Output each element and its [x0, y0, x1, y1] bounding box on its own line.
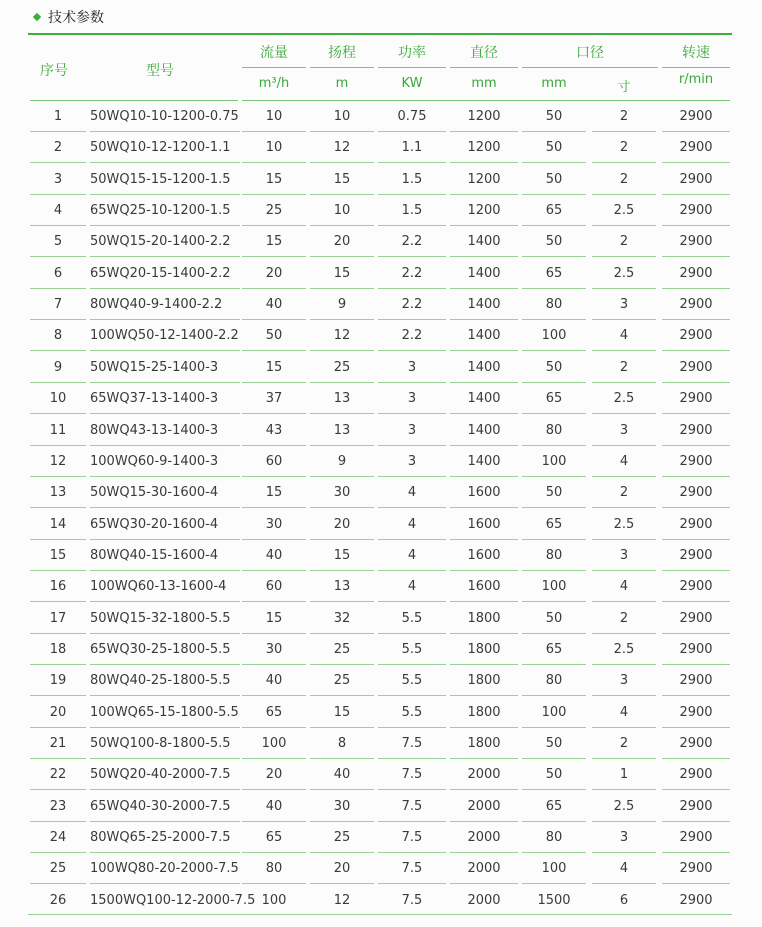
cell-speed: 2900 — [679, 453, 713, 469]
cell-speed: 2900 — [679, 140, 713, 156]
cell-diameter: 1400 — [467, 265, 501, 281]
cell-speed: 2900 — [679, 767, 713, 783]
cell-speed: 2900 — [679, 234, 713, 250]
table-row — [0, 195, 762, 226]
table-row — [0, 634, 762, 665]
cell-speed: 2900 — [679, 516, 713, 532]
cell-speed: 2900 — [679, 171, 713, 187]
cell-model: 50WQ10-10-1200-0.75 — [90, 109, 239, 124]
table-row — [0, 728, 762, 759]
unit-flow: m³/h — [258, 76, 290, 91]
cell-diameter: 1600 — [467, 547, 501, 563]
cell-speed: 2900 — [679, 203, 713, 219]
cell-index: 6 — [53, 265, 63, 281]
cell-index: 3 — [53, 171, 63, 187]
cell-outlet-inch: 4 — [619, 704, 629, 720]
cell-head: 20 — [333, 516, 351, 532]
cell-power: 2.2 — [401, 234, 423, 250]
cell-outlet-inch: 6 — [619, 892, 629, 908]
cell-outlet-mm: 100 — [541, 861, 567, 877]
cell-flow: 65 — [265, 830, 283, 846]
cell-speed: 2900 — [679, 297, 713, 313]
cell-model: 65WQ37-13-1400-3 — [90, 391, 219, 407]
cell-power: 1.1 — [401, 140, 423, 156]
cell-flow: 15 — [265, 171, 283, 187]
header-model: 型号 — [146, 63, 174, 79]
cell-power: 2.2 — [401, 297, 423, 313]
cell-head: 12 — [333, 328, 351, 344]
cell-model: 100WQ60-9-1400-3 — [90, 453, 219, 469]
cell-model: 65WQ25-10-1200-1.5 — [90, 203, 231, 219]
cell-head: 10 — [333, 203, 351, 219]
table-row — [0, 258, 762, 289]
table-row — [0, 571, 762, 602]
cell-index: 26 — [49, 892, 67, 908]
cell-model: 100WQ80-20-2000-7.5 — [90, 861, 239, 877]
cell-flow: 30 — [265, 516, 283, 532]
cell-model: 65WQ20-15-1400-2.2 — [90, 265, 231, 281]
cell-model: 80WQ40-9-1400-2.2 — [90, 297, 223, 313]
header-sub-rule-power — [378, 67, 446, 68]
cell-power: 1.5 — [401, 171, 423, 187]
table-row — [0, 289, 762, 320]
cell-outlet-inch: 3 — [619, 547, 629, 563]
cell-diameter: 1800 — [467, 641, 501, 657]
cell-speed: 2900 — [679, 830, 713, 846]
cell-outlet-inch: 2 — [619, 485, 629, 501]
cell-diameter: 1600 — [467, 485, 501, 501]
header-outlet: 口径 — [576, 45, 604, 61]
cell-index: 20 — [49, 704, 67, 720]
cell-diameter: 1600 — [467, 579, 501, 595]
section-title: 技术参数 — [48, 10, 104, 26]
cell-model: 65WQ40-30-2000-7.5 — [90, 798, 231, 814]
cell-head: 12 — [333, 892, 351, 908]
cell-flow: 80 — [265, 861, 283, 877]
cell-speed: 2900 — [679, 892, 713, 908]
cell-head: 32 — [333, 610, 351, 626]
cell-index: 14 — [49, 516, 67, 532]
cell-index: 15 — [49, 547, 67, 563]
cell-power: 5.5 — [401, 641, 423, 657]
cell-diameter: 2000 — [467, 892, 501, 908]
cell-diameter: 1400 — [467, 422, 501, 438]
cell-model: 50WQ15-30-1600-4 — [90, 485, 219, 501]
cell-outlet-inch: 4 — [619, 328, 629, 344]
cell-power: 2.2 — [401, 265, 423, 281]
cell-model: 80WQ40-15-1600-4 — [90, 547, 219, 563]
cell-flow: 40 — [265, 798, 283, 814]
cell-index: 19 — [49, 673, 67, 689]
cell-model: 50WQ15-25-1400-3 — [90, 359, 219, 375]
cell-flow: 40 — [265, 547, 283, 563]
cell-outlet-inch: 2.5 — [613, 391, 635, 407]
cell-diameter: 1600 — [467, 516, 501, 532]
cell-speed: 2900 — [679, 610, 713, 626]
cell-head: 10 — [333, 109, 351, 124]
cell-index: 21 — [49, 736, 67, 751]
cell-flow: 40 — [265, 673, 283, 689]
cell-outlet-mm: 65 — [545, 798, 563, 814]
cell-speed: 2900 — [679, 673, 713, 689]
table-row — [0, 759, 762, 790]
cell-speed: 2900 — [679, 736, 713, 751]
cell-speed: 2900 — [679, 391, 713, 407]
cell-diameter: 2000 — [467, 767, 501, 783]
cell-head: 25 — [333, 830, 351, 846]
cell-outlet-mm: 80 — [545, 673, 563, 689]
cell-head: 20 — [333, 861, 351, 877]
cell-model: 50WQ15-32-1800-5.5 — [90, 610, 231, 626]
cell-model: 80WQ40-25-1800-5.5 — [90, 673, 231, 689]
header-top-rule — [28, 33, 732, 35]
cell-power: 5.5 — [401, 704, 423, 720]
cell-model: 100WQ60-13-1600-4 — [90, 579, 227, 595]
cell-flow: 60 — [265, 453, 283, 469]
cell-outlet-inch: 2.5 — [613, 203, 635, 219]
table-row — [0, 352, 762, 383]
cell-outlet-mm: 65 — [545, 641, 563, 657]
cell-model: 65WQ30-25-1800-5.5 — [90, 641, 231, 657]
header-diameter: 直径 — [470, 45, 498, 61]
cell-outlet-mm: 100 — [541, 704, 567, 720]
table-row — [0, 540, 762, 571]
cell-outlet-inch: 3 — [619, 673, 629, 689]
cell-flow: 15 — [265, 359, 283, 375]
cell-outlet-inch: 2 — [619, 359, 629, 375]
cell-head: 13 — [333, 391, 351, 407]
cell-flow: 100 — [261, 736, 287, 751]
cell-speed: 2900 — [679, 704, 713, 720]
cell-outlet-mm: 80 — [545, 547, 563, 563]
cell-outlet-mm: 50 — [545, 171, 563, 187]
unit-speed: r/min — [678, 72, 714, 87]
table-row — [0, 665, 762, 696]
cell-power: 4 — [407, 516, 417, 532]
cell-diameter: 1800 — [467, 704, 501, 720]
cell-flow: 50 — [265, 328, 283, 344]
cell-diameter: 1800 — [467, 736, 501, 751]
cell-power: 5.5 — [401, 610, 423, 626]
cell-power: 7.5 — [401, 892, 423, 908]
cell-flow: 20 — [265, 265, 283, 281]
cell-outlet-mm: 80 — [545, 422, 563, 438]
table-row — [0, 226, 762, 257]
table-row — [0, 791, 762, 822]
cell-index: 24 — [49, 830, 67, 846]
cell-index: 12 — [49, 453, 67, 469]
cell-head: 12 — [333, 140, 351, 156]
cell-head: 15 — [333, 265, 351, 281]
cell-outlet-inch: 1 — [619, 767, 629, 783]
cell-index: 16 — [49, 579, 67, 595]
cell-diameter: 1200 — [467, 109, 501, 124]
cell-power: 3 — [407, 391, 417, 407]
table-row — [0, 101, 762, 132]
cell-outlet-inch: 2.5 — [613, 798, 635, 814]
cell-model: 1500WQ100-12-2000-7.5 — [90, 892, 256, 908]
cell-outlet-inch: 3 — [619, 830, 629, 846]
cell-flow: 30 — [265, 641, 283, 657]
cell-flow: 100 — [261, 892, 287, 908]
cell-head: 40 — [333, 767, 351, 783]
cell-diameter: 2000 — [467, 830, 501, 846]
table-row — [0, 383, 762, 414]
cell-power: 7.5 — [401, 861, 423, 877]
table-row — [0, 697, 762, 728]
cell-outlet-mm: 65 — [545, 516, 563, 532]
cell-index: 11 — [49, 422, 67, 438]
cell-outlet-mm: 80 — [545, 830, 563, 846]
cell-power: 4 — [407, 547, 417, 563]
unit-outlet-inch: 寸 — [617, 80, 631, 95]
cell-flow: 10 — [265, 109, 283, 124]
unit-head: m — [335, 76, 349, 91]
cell-power: 2.2 — [401, 328, 423, 344]
table-row — [0, 446, 762, 477]
cell-head: 25 — [333, 673, 351, 689]
cell-diameter: 1400 — [467, 328, 501, 344]
cell-outlet-mm: 100 — [541, 579, 567, 595]
header-sub-rule-outlet — [522, 67, 658, 68]
cell-outlet-mm: 65 — [545, 391, 563, 407]
cell-power: 3 — [407, 422, 417, 438]
cell-model: 50WQ100-8-1800-5.5 — [90, 736, 231, 751]
cell-outlet-inch: 4 — [619, 453, 629, 469]
table-row — [0, 509, 762, 540]
cell-flow: 60 — [265, 579, 283, 595]
cell-outlet-inch: 2 — [619, 109, 629, 124]
cell-flow: 15 — [265, 485, 283, 501]
table-row — [0, 822, 762, 853]
cell-index: 13 — [49, 485, 67, 501]
cell-speed: 2900 — [679, 328, 713, 344]
cell-head: 30 — [333, 798, 351, 814]
cell-diameter: 1200 — [467, 140, 501, 156]
cell-outlet-inch: 2.5 — [613, 641, 635, 657]
cell-outlet-mm: 50 — [545, 485, 563, 501]
cell-power: 7.5 — [401, 798, 423, 814]
cell-speed: 2900 — [679, 422, 713, 438]
cell-index: 7 — [53, 297, 63, 313]
header-sub-rule-flow — [242, 67, 306, 68]
cell-diameter: 1400 — [467, 234, 501, 250]
cell-speed: 2900 — [679, 265, 713, 281]
cell-flow: 40 — [265, 297, 283, 313]
cell-outlet-mm: 50 — [545, 736, 563, 751]
diamond-bullet-icon — [33, 13, 41, 21]
cell-power: 4 — [407, 579, 417, 595]
cell-diameter: 1800 — [467, 673, 501, 689]
cell-diameter: 1200 — [467, 203, 501, 219]
cell-power: 0.75 — [397, 109, 427, 124]
cell-flow: 15 — [265, 610, 283, 626]
cell-power: 3 — [407, 359, 417, 375]
cell-flow: 65 — [265, 704, 283, 720]
header-index: 序号 — [40, 63, 68, 79]
cell-speed: 2900 — [679, 485, 713, 501]
cell-model: 80WQ65-25-2000-7.5 — [90, 830, 231, 846]
cell-outlet-mm: 50 — [545, 109, 563, 124]
cell-outlet-mm: 50 — [545, 234, 563, 250]
header-sub-rule-diameter — [450, 67, 518, 68]
cell-head: 15 — [333, 704, 351, 720]
cell-head: 15 — [333, 547, 351, 563]
table-row — [0, 132, 762, 163]
section-heading — [34, 7, 104, 27]
cell-index: 9 — [53, 359, 63, 375]
cell-model: 80WQ43-13-1400-3 — [90, 422, 219, 438]
cell-diameter: 1400 — [467, 453, 501, 469]
cell-outlet-mm: 80 — [545, 297, 563, 313]
header-head: 扬程 — [328, 45, 356, 61]
cell-outlet-inch: 2 — [619, 171, 629, 187]
cell-index: 8 — [53, 328, 63, 344]
cell-outlet-mm: 50 — [545, 359, 563, 375]
table-row — [0, 885, 762, 916]
cell-outlet-mm: 100 — [541, 453, 567, 469]
cell-outlet-inch: 4 — [619, 861, 629, 877]
header-flow: 流量 — [260, 45, 288, 61]
cell-diameter: 1400 — [467, 297, 501, 313]
cell-model: 50WQ15-15-1200-1.5 — [90, 171, 231, 187]
cell-outlet-inch: 2 — [619, 736, 629, 751]
cell-speed: 2900 — [679, 861, 713, 877]
cell-outlet-inch: 4 — [619, 579, 629, 595]
cell-flow: 20 — [265, 767, 283, 783]
cell-index: 2 — [53, 140, 63, 156]
cell-speed: 2900 — [679, 109, 713, 124]
cell-power: 7.5 — [401, 830, 423, 846]
cell-outlet-inch: 2.5 — [613, 516, 635, 532]
cell-diameter: 1200 — [467, 171, 501, 187]
cell-flow: 37 — [265, 391, 283, 407]
table-bottom-rule — [28, 914, 732, 915]
cell-diameter: 1400 — [467, 359, 501, 375]
cell-head: 30 — [333, 485, 351, 501]
cell-index: 4 — [53, 203, 63, 219]
cell-outlet-inch: 2 — [619, 140, 629, 156]
cell-index: 1 — [53, 109, 63, 124]
cell-index: 18 — [49, 641, 67, 657]
cell-diameter: 1800 — [467, 610, 501, 626]
cell-head: 13 — [333, 422, 351, 438]
cell-outlet-mm: 50 — [545, 767, 563, 783]
cell-speed: 2900 — [679, 547, 713, 563]
cell-head: 8 — [337, 736, 347, 751]
unit-outlet-mm: mm — [541, 76, 567, 91]
header-power: 功率 — [398, 45, 426, 61]
cell-outlet-inch: 2 — [619, 234, 629, 250]
cell-outlet-mm: 100 — [541, 328, 567, 344]
cell-flow: 15 — [265, 234, 283, 250]
cell-flow: 25 — [265, 203, 283, 219]
cell-head: 9 — [337, 453, 347, 469]
cell-head: 13 — [333, 579, 351, 595]
cell-diameter: 2000 — [467, 798, 501, 814]
cell-outlet-inch: 3 — [619, 422, 629, 438]
cell-head: 25 — [333, 359, 351, 375]
cell-power: 1.5 — [401, 203, 423, 219]
cell-index: 25 — [49, 861, 67, 877]
cell-head: 20 — [333, 234, 351, 250]
cell-speed: 2900 — [679, 798, 713, 814]
cell-outlet-inch: 3 — [619, 297, 629, 313]
header-speed: 转速 — [682, 45, 710, 61]
cell-diameter: 1400 — [467, 391, 501, 407]
table-row — [0, 477, 762, 508]
cell-index: 17 — [49, 610, 67, 626]
cell-power: 7.5 — [401, 736, 423, 751]
cell-outlet-mm: 65 — [545, 203, 563, 219]
cell-model: 50WQ20-40-2000-7.5 — [90, 767, 231, 783]
unit-power: KW — [401, 76, 423, 91]
table-row — [0, 415, 762, 446]
cell-power: 3 — [407, 453, 417, 469]
cell-index: 10 — [49, 391, 67, 407]
cell-outlet-mm: 1500 — [537, 892, 571, 908]
cell-model: 65WQ30-20-1600-4 — [90, 516, 219, 532]
cell-speed: 2900 — [679, 359, 713, 375]
table-row — [0, 603, 762, 634]
cell-index: 23 — [49, 798, 67, 814]
cell-model: 50WQ10-12-1200-1.1 — [90, 140, 231, 156]
cell-head: 25 — [333, 641, 351, 657]
cell-outlet-mm: 50 — [545, 610, 563, 626]
cell-speed: 2900 — [679, 641, 713, 657]
cell-outlet-inch: 2.5 — [613, 265, 635, 281]
cell-model: 100WQ65-15-1800-5.5 — [90, 704, 239, 720]
header-sub-rule-head — [310, 67, 374, 68]
table-row — [0, 320, 762, 351]
header-sub-rule-speed — [662, 67, 730, 68]
cell-diameter: 2000 — [467, 861, 501, 877]
cell-model: 100WQ50-12-1400-2.2 — [90, 328, 239, 344]
cell-speed: 2900 — [679, 579, 713, 595]
cell-power: 4 — [407, 485, 417, 501]
cell-flow: 10 — [265, 140, 283, 156]
table-row — [0, 164, 762, 195]
cell-index: 22 — [49, 767, 67, 783]
cell-index: 5 — [53, 234, 63, 250]
cell-outlet-inch: 2 — [619, 610, 629, 626]
cell-power: 7.5 — [401, 767, 423, 783]
cell-flow: 43 — [265, 422, 283, 438]
cell-model: 50WQ15-20-1400-2.2 — [90, 234, 231, 250]
cell-outlet-mm: 65 — [545, 265, 563, 281]
cell-head: 15 — [333, 171, 351, 187]
cell-head: 9 — [337, 297, 347, 313]
unit-diameter: mm — [471, 76, 497, 91]
table-row — [0, 853, 762, 884]
cell-power: 5.5 — [401, 673, 423, 689]
cell-outlet-mm: 50 — [545, 140, 563, 156]
